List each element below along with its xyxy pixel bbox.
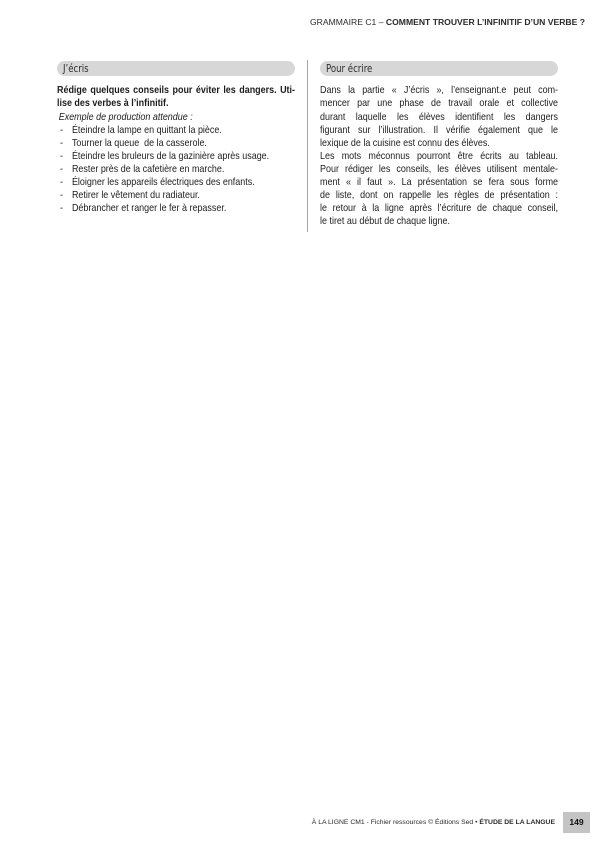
section-heading-bar — [320, 61, 558, 76]
teacher-note-line: le tiret au début de chaque ligne. — [320, 216, 450, 228]
page-number: 149 — [563, 812, 590, 833]
instruction-line: Rédige quelques conseils pour éviter les dangers. Uti- — [57, 85, 296, 97]
advice-item — [57, 150, 295, 163]
teacher-note-line: lexique de la cuisine est connu des élèves. — [320, 137, 490, 149]
advice-text: Tourner la queue de la casserole. — [71, 137, 207, 149]
advice-item — [57, 176, 295, 189]
teacher-note-paragraph — [320, 84, 558, 149]
list-dash: - — [59, 190, 63, 202]
running-head — [310, 16, 585, 28]
list-dash: - — [59, 137, 63, 149]
teacher-note-line: Dans la partie « J’écris », l’enseignant.e peut com- — [320, 85, 559, 97]
teacher-note-paragraph — [320, 150, 558, 229]
instruction-line: lise des verbes à l’infinitif. — [57, 98, 169, 110]
section-body — [320, 84, 558, 228]
teacher-note-line: Pour rédiger les conseils, les élèves utilisent mentale- — [320, 163, 559, 175]
section-heading-label: Pour écrire — [326, 62, 373, 75]
advice-item — [57, 163, 295, 176]
teacher-note-line: ment « il faut ». La présentation se fera sous forme — [320, 177, 559, 189]
advice-text: Éteindre la lampe en quittant la pièce. — [71, 124, 222, 136]
teacher-note-line: figurant sur l’illustration. Il vérifie également que le — [320, 124, 559, 136]
footer-section: ÉTUDE DE LA LANGUE — [479, 819, 555, 826]
advice-text: Rester près de la cafetière en marche. — [71, 163, 225, 175]
advice-item — [57, 189, 295, 202]
teacher-note-line: durant laquelle les élèves identifient les dangers — [320, 111, 559, 123]
list-dash: - — [59, 177, 63, 189]
teacher-note-line: Les mots méconnus pourront être écrits au tableau. — [320, 150, 559, 162]
advice-text: Retirer le vêtement du radiateur. — [71, 190, 200, 202]
advice-list — [57, 124, 295, 216]
list-dash: - — [59, 163, 63, 175]
advice-item — [57, 124, 295, 137]
section-j-ecris — [57, 61, 295, 215]
list-dash: - — [59, 203, 63, 215]
section-pour-ecrire — [320, 61, 558, 228]
footer-credit: À LA LIGNE CM1 - Fichier ressources © Éditions Sed • — [311, 819, 480, 826]
example-label: Exemple de production attendue : — [58, 111, 193, 123]
section-heading-label: J’écris — [63, 62, 89, 75]
footer — [312, 817, 555, 829]
column-divider — [307, 60, 308, 232]
running-head-prefix: GRAMMAIRE C1 – — [309, 17, 386, 27]
advice-item — [57, 137, 295, 150]
list-dash: - — [59, 124, 63, 136]
advice-text: Éloigner les appareils électriques des enfants. — [71, 177, 255, 189]
teacher-note-line: de liste, dont on rappelle les règles de présentation : — [320, 190, 559, 202]
advice-item — [57, 202, 295, 215]
list-dash: - — [59, 150, 63, 162]
advice-text: Débrancher et ranger le fer à repasser. — [71, 203, 227, 215]
advice-text: Éteindre les bruleurs de la gazinière après usage. — [71, 150, 270, 162]
section-heading-bar — [57, 61, 295, 76]
section-body — [57, 84, 295, 215]
teacher-note-line: mencer par une phase de travail orale et collective — [320, 98, 559, 110]
teacher-note-line: le retour à la ligne après l’écriture de chaque conseil, — [320, 203, 559, 215]
running-head-title: COMMENT TROUVER L’INFINITIF D’UN VERBE ? — [385, 17, 585, 27]
